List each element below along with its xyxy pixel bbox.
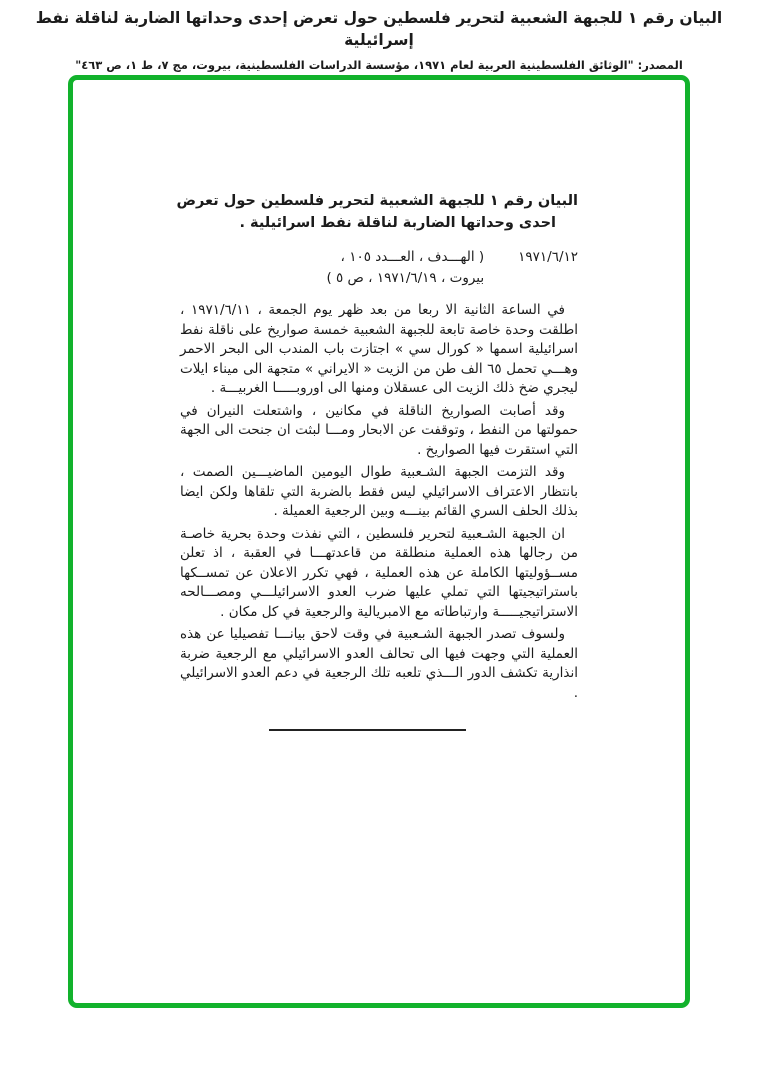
- page-header: [0, 7, 758, 72]
- paragraph-4: ان الجبهة الشـعبية لتحرير فلسطين ، التي نفذت وحدة بحرية خاصـة من رجالها هذه العملية منطلقة من قاعدتهـــا في العقبة ، اذ تعلن مســؤوليتها الكاملة عن هذه العملية ، فهي تكرر الاعلان عن تمســكها باستراتيجيتها التي تملي عليها ضرب العدو الاسرائيلـــي ومصـــالحه الاستراتيجيـــــة وارتباطاته مع الامبريالية والرجعية في كل مكان .: [180, 525, 578, 620]
- citation-row: [180, 247, 578, 289]
- document-body: [180, 301, 578, 703]
- statement-date: ١٩٧١/٦/١٢: [518, 249, 578, 265]
- paragraph-5: ولسوف تصدر الجبهة الشـعبية في وقت لاحق بيانـــا تفصيليا عن هذه العملية التي وجهت فيها الى تحالف العدو الاسرائيلي مع الرجعية ضربة انذارية تكشف الدور الـــذي تلعبه تلك الرجعية في دعم العدو الاسرائيلي .: [180, 626, 578, 701]
- page-title: البيان رقم ١ للجبهة الشعبية لتحرير فلسطين حول تعرض إحدى وحداتها الضاربة لناقلة نفط إسرائيلية: [35, 9, 723, 49]
- paragraph-1: في الساعة الثانية الا ربعا من بعد ظهر يوم الجمعة ، ١٩٧١/٦/١١ ، اطلقت وحدة خاصة تابعة للجبهة الشعبية خمسة صواريخ على ناقلة نفط اسرائيلية اسمها « كورال سي » اجتازت باب المندب الى البحر الاحمر وهـــي تحمل ٦٥ الف طن من الزيت « الايراني » متجهة الى ميناء ايلات ليجري ضخ ذلك الزيت الى عسقلان ومنها الى اوروبـــــا الغربيـــة .: [180, 302, 579, 396]
- document-content: [73, 80, 685, 731]
- publication-citation: [326, 247, 484, 289]
- document-frame: [68, 75, 690, 1008]
- paragraph-2: وقد أصابت الصواريخ الناقلة في مكانين ، واشتعلت النيران في حمولتها من النفط ، وتوقفت عن الابحار ومـــا لبثت ان جنحت الى الجهة التي استقرت فيها الصواريخ .: [180, 402, 578, 458]
- paragraph-3: وقد التزمت الجبهة الشـعبية طوال اليومين الماضيـــين الصمت ، بانتظار الاعتراف الاسرائيلي ليس فقط بالضربة التي تلقاها ولكن ايضا بذلك الحلف السري القائم بينـــه وبين الرجعية العميلة .: [180, 464, 578, 519]
- document-title: [176, 190, 578, 234]
- citation-line1: ( الهـــدف ، العـــدد ١٠٥ ،: [340, 249, 485, 265]
- source-citation: المصدر: "الوثائق الفلسطينية العربية لعام ١٩٧١، مؤسسة الدراسات الفلسطينية، بيروت، مج ٧، ط ١، ص ٤٦٣": [75, 58, 683, 72]
- document-title-line1: البيان رقم ١ للجبهة الشعبية لتحرير فلسطين حول تعرض: [176, 193, 578, 209]
- end-divider: [269, 729, 466, 731]
- citation-line2: بيروت ، ١٩٧١/٦/١٩ ، ص ٥ ): [326, 270, 485, 286]
- document-title-line2: احدى وحداتها الضاربة لناقلة نفط اسرائيلية .: [239, 215, 556, 231]
